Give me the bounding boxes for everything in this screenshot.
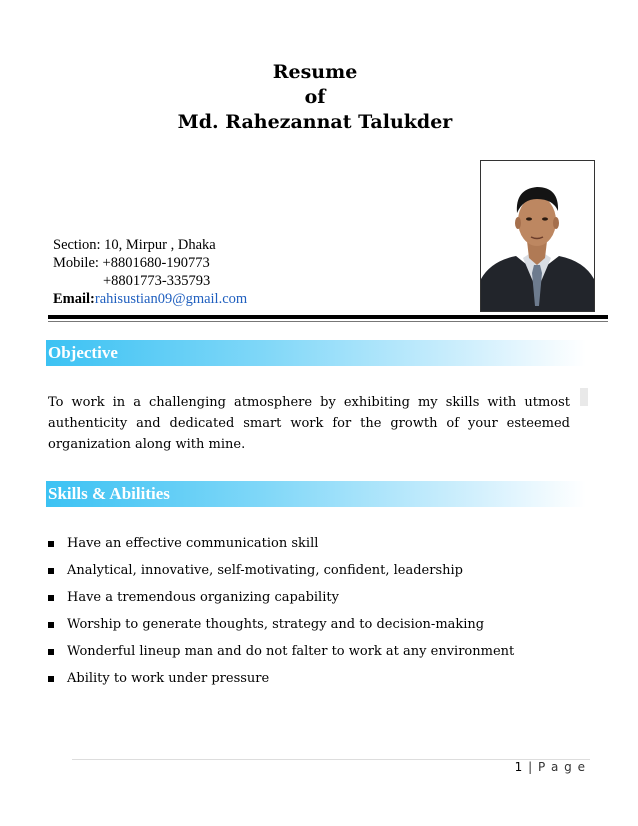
side-marker (580, 388, 588, 406)
title-line-of: of (304, 86, 326, 108)
title-line-resume: Resume (272, 61, 358, 83)
objective-heading: Objective (48, 343, 118, 362)
header-divider (48, 315, 608, 319)
objective-heading-bar (46, 340, 586, 366)
title-line-name: Md. Rahezannat Talukder (177, 111, 453, 133)
resume-title (0, 60, 630, 135)
bullet-icon (48, 649, 54, 655)
bullet-icon (48, 622, 54, 628)
skill-text: Have a tremendous organizing capability (67, 590, 339, 605)
list-item (48, 669, 514, 696)
contact-block (53, 236, 247, 308)
address-line: Section: 10, Mirpur , Dhaka (53, 237, 216, 253)
mobile-line: Mobile: +8801680-190773 (53, 255, 210, 271)
skill-text: Wonderful lineup man and do not falter to work at any environment (67, 644, 515, 659)
footer-separator: | (528, 760, 534, 774)
list-item (48, 561, 514, 588)
page-footer (515, 760, 586, 774)
email-link[interactable]: rahisustian09@gmail.com (94, 291, 248, 307)
bullet-icon (48, 541, 54, 547)
skill-text: Ability to work under pressure (67, 671, 270, 686)
skills-list (48, 534, 514, 696)
profile-photo (480, 160, 595, 312)
list-item (48, 588, 514, 615)
page-number: 1 (514, 760, 524, 774)
skills-heading: Skills & Abilities (48, 484, 170, 503)
skill-text: Have an effective communication skill (67, 536, 319, 551)
page-label: P a g e (537, 760, 586, 774)
bullet-icon (48, 568, 54, 574)
email-line (53, 290, 247, 308)
skills-heading-bar (46, 481, 586, 507)
email-label: Email: (53, 291, 95, 307)
list-item (48, 615, 514, 642)
list-item (48, 534, 514, 561)
mobile-line-secondary: +8801773-335793 (103, 273, 211, 289)
header-divider-thin (48, 321, 608, 322)
list-item (48, 642, 514, 669)
objective-paragraph: To work in a challenging atmosphere by exhibiting my skills with utmost authenticity and dedicated smart work for the growth of your esteemed organization along with mine. (48, 395, 570, 452)
skill-text: Worship to generate thoughts, strategy and to decision-making (67, 617, 485, 632)
bullet-icon (48, 676, 54, 682)
skill-text: Analytical, innovative, self-motivating, confident, leadership (67, 563, 463, 578)
bullet-icon (48, 595, 54, 601)
footer-divider (72, 759, 590, 760)
